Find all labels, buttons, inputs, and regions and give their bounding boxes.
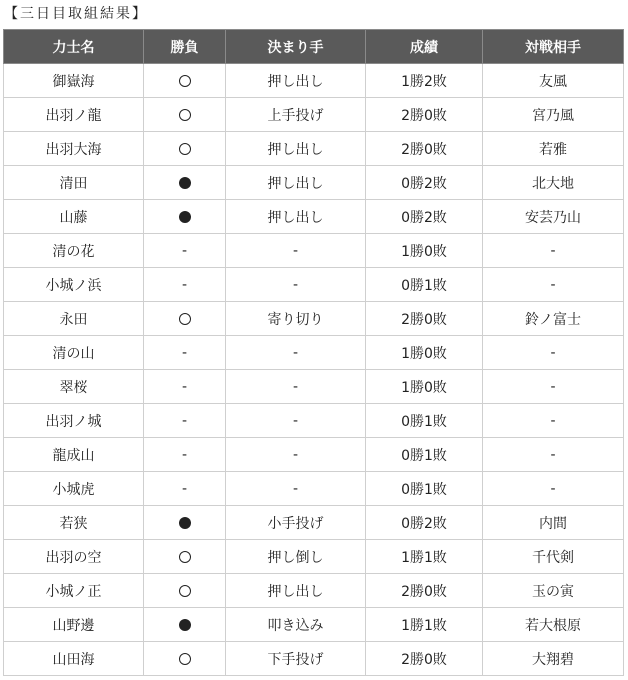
wrestler-name-cell: 小城ノ浜 — [4, 268, 144, 302]
kimarite-cell: 押し出し — [226, 64, 366, 98]
table-row — [4, 336, 624, 370]
table-row — [4, 404, 624, 438]
result-cell — [144, 540, 226, 574]
no-result-dash: - — [181, 344, 188, 361]
record-cell: 0勝1敗 — [366, 438, 483, 472]
result-cell — [144, 404, 226, 438]
wrestler-name-cell: 出羽ノ城 — [4, 404, 144, 438]
loss-circle-icon — [179, 517, 191, 529]
record-cell: 0勝2敗 — [366, 166, 483, 200]
win-circle-icon — [179, 75, 191, 87]
opponent-cell: 玉の寅 — [483, 574, 624, 608]
opponent-cell: 大翔碧 — [483, 642, 624, 676]
kimarite-cell: - — [226, 404, 366, 438]
no-result-dash: - — [181, 480, 188, 497]
win-circle-icon — [179, 313, 191, 325]
opponent-cell: - — [483, 438, 624, 472]
opponent-cell: 友風 — [483, 64, 624, 98]
result-cell — [144, 268, 226, 302]
record-cell: 2勝0敗 — [366, 302, 483, 336]
loss-circle-icon — [179, 619, 191, 631]
record-cell: 0勝1敗 — [366, 268, 483, 302]
table-row — [4, 370, 624, 404]
wrestler-name-cell: 山野邊 — [4, 608, 144, 642]
no-result-dash: - — [181, 276, 188, 293]
wrestler-name-cell: 翠桜 — [4, 370, 144, 404]
win-circle-icon — [179, 143, 191, 155]
table-row — [4, 98, 624, 132]
opponent-cell: - — [483, 370, 624, 404]
wrestler-name-cell: 若狭 — [4, 506, 144, 540]
result-cell — [144, 574, 226, 608]
win-circle-icon — [179, 585, 191, 597]
record-cell: 2勝0敗 — [366, 98, 483, 132]
record-cell: 0勝2敗 — [366, 200, 483, 234]
result-cell — [144, 506, 226, 540]
no-result-dash: - — [181, 446, 188, 463]
loss-circle-icon — [179, 177, 191, 189]
wrestler-name-cell: 御嶽海 — [4, 64, 144, 98]
kimarite-cell: 押し出し — [226, 132, 366, 166]
result-cell — [144, 336, 226, 370]
table-row — [4, 64, 624, 98]
no-result-dash: - — [181, 378, 188, 395]
record-cell: 1勝0敗 — [366, 336, 483, 370]
loss-circle-icon — [179, 211, 191, 223]
result-cell — [144, 302, 226, 336]
opponent-cell: 安芸乃山 — [483, 200, 624, 234]
opponent-cell: 若大根原 — [483, 608, 624, 642]
record-cell: 1勝2敗 — [366, 64, 483, 98]
table-row — [4, 506, 624, 540]
opponent-cell: - — [483, 404, 624, 438]
opponent-cell: 北大地 — [483, 166, 624, 200]
kimarite-cell: 押し出し — [226, 574, 366, 608]
wrestler-name-cell: 出羽ノ龍 — [4, 98, 144, 132]
header-row — [4, 30, 624, 64]
result-cell — [144, 234, 226, 268]
result-cell — [144, 472, 226, 506]
header-result: 勝負 — [144, 30, 226, 64]
kimarite-cell: 下手投げ — [226, 642, 366, 676]
result-cell — [144, 166, 226, 200]
wrestler-name-cell: 清田 — [4, 166, 144, 200]
result-cell — [144, 608, 226, 642]
result-cell — [144, 200, 226, 234]
result-cell — [144, 132, 226, 166]
record-cell: 1勝1敗 — [366, 608, 483, 642]
results-table — [3, 29, 624, 676]
table-row — [4, 302, 624, 336]
wrestler-name-cell: 小城虎 — [4, 472, 144, 506]
record-cell: 0勝1敗 — [366, 472, 483, 506]
result-cell — [144, 642, 226, 676]
result-cell — [144, 438, 226, 472]
kimarite-cell: 寄り切り — [226, 302, 366, 336]
wrestler-name-cell: 出羽大海 — [4, 132, 144, 166]
no-result-dash: - — [181, 412, 188, 429]
record-cell: 2勝0敗 — [366, 642, 483, 676]
table-caption: 【三日目取組結果】 — [4, 6, 148, 22]
table-row — [4, 166, 624, 200]
record-cell: 0勝2敗 — [366, 506, 483, 540]
record-cell: 1勝1敗 — [366, 540, 483, 574]
opponent-cell: - — [483, 336, 624, 370]
record-cell: 0勝1敗 — [366, 404, 483, 438]
win-circle-icon — [179, 109, 191, 121]
win-circle-icon — [179, 551, 191, 563]
kimarite-cell: 押し出し — [226, 166, 366, 200]
kimarite-cell: 叩き込み — [226, 608, 366, 642]
wrestler-name-cell: 永田 — [4, 302, 144, 336]
table-row — [4, 234, 624, 268]
table-row — [4, 540, 624, 574]
result-cell — [144, 98, 226, 132]
kimarite-cell: 上手投げ — [226, 98, 366, 132]
kimarite-cell: 押し倒し — [226, 540, 366, 574]
kimarite-cell: 小手投げ — [226, 506, 366, 540]
record-cell: 2勝0敗 — [366, 132, 483, 166]
table-row — [4, 132, 624, 166]
opponent-cell: 千代剣 — [483, 540, 624, 574]
wrestler-name-cell: 山藤 — [4, 200, 144, 234]
kimarite-cell: - — [226, 472, 366, 506]
kimarite-cell: 押し出し — [226, 200, 366, 234]
header-wrestler-name: 力士名 — [4, 30, 144, 64]
wrestler-name-cell: 小城ノ正 — [4, 574, 144, 608]
wrestler-name-cell: 清の花 — [4, 234, 144, 268]
table-row — [4, 438, 624, 472]
opponent-cell: 鈴ノ富士 — [483, 302, 624, 336]
table-row — [4, 472, 624, 506]
opponent-cell: 若雅 — [483, 132, 624, 166]
kimarite-cell: - — [226, 336, 366, 370]
opponent-cell: - — [483, 472, 624, 506]
wrestler-name-cell: 山田海 — [4, 642, 144, 676]
opponent-cell: - — [483, 268, 624, 302]
wrestler-name-cell: 出羽の空 — [4, 540, 144, 574]
wrestler-name-cell: 清の山 — [4, 336, 144, 370]
kimarite-cell: - — [226, 234, 366, 268]
header-opponent: 対戦相手 — [483, 30, 624, 64]
table-row — [4, 200, 624, 234]
table-row — [4, 574, 624, 608]
kimarite-cell: - — [226, 370, 366, 404]
record-cell: 1勝0敗 — [366, 370, 483, 404]
result-cell — [144, 64, 226, 98]
no-result-dash: - — [181, 242, 188, 259]
wrestler-name-cell: 龍成山 — [4, 438, 144, 472]
header-record: 成績 — [366, 30, 483, 64]
kimarite-cell: - — [226, 268, 366, 302]
table-row — [4, 268, 624, 302]
opponent-cell: 宮乃風 — [483, 98, 624, 132]
table-row — [4, 642, 624, 676]
win-circle-icon — [179, 653, 191, 665]
header-kimarite: 決まり手 — [226, 30, 366, 64]
opponent-cell: 内間 — [483, 506, 624, 540]
record-cell: 1勝0敗 — [366, 234, 483, 268]
result-cell — [144, 370, 226, 404]
opponent-cell: - — [483, 234, 624, 268]
kimarite-cell: - — [226, 438, 366, 472]
table-row — [4, 608, 624, 642]
record-cell: 2勝0敗 — [366, 574, 483, 608]
